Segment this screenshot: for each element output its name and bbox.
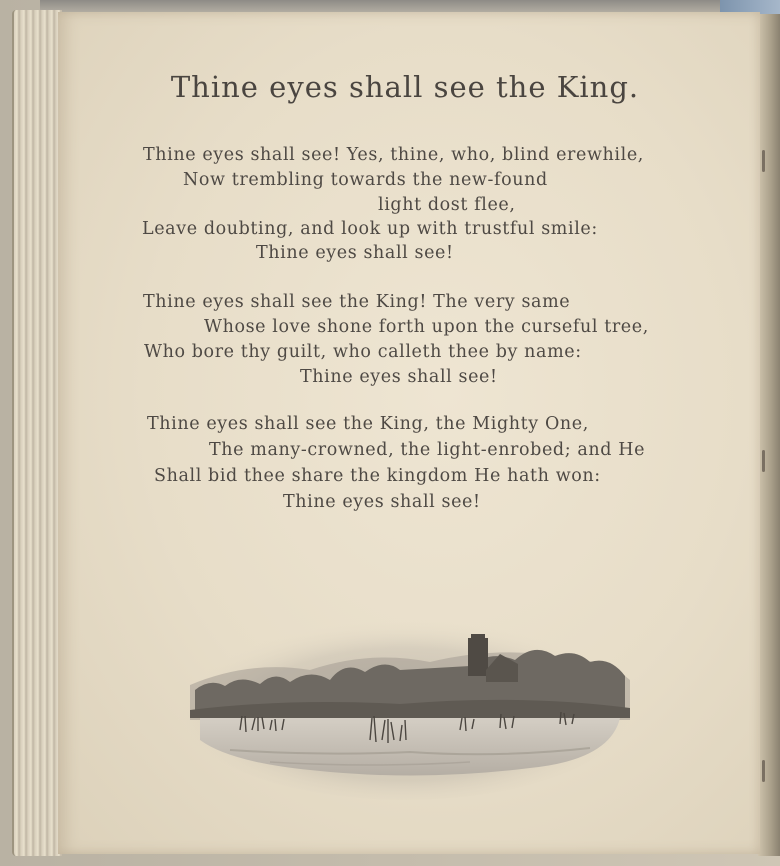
poem-line: light dost flee, — [378, 195, 516, 215]
book-right-edge — [758, 14, 780, 856]
poem-line: Leave doubting, and look up with trustful smile: — [142, 219, 598, 239]
poem-line: Now trembling towards the new-found — [183, 170, 548, 190]
poem-title: Thine eyes shall see the King. — [170, 70, 640, 104]
poem-line: The many-crowned, the light-enrobed; and He — [209, 440, 646, 460]
poem-line: Thine eyes shall see! — [300, 367, 498, 387]
poem-line: Shall bid thee share the kingdom He hath won: — [154, 466, 601, 486]
poem-line: Thine eyes shall see! — [283, 492, 481, 512]
poem-line: Who bore thy guilt, who calleth thee by name: — [144, 342, 582, 362]
poem-line: Whose love shone forth upon the curseful tree, — [204, 317, 649, 337]
poem-line: Thine eyes shall see the King, the Mighty One, — [147, 414, 589, 434]
stitch-mark — [762, 450, 765, 472]
stitch-mark — [762, 150, 765, 172]
stitch-mark — [762, 760, 765, 782]
poem-line: Thine eyes shall see! Yes, thine, who, blind erewhile, — [143, 145, 644, 165]
poem-line: Thine eyes shall see! — [256, 243, 454, 263]
poem-line: Thine eyes shall see the King! The very same — [143, 292, 571, 312]
page-stack-edge — [12, 10, 62, 856]
landscape-vignette-icon — [170, 590, 640, 800]
